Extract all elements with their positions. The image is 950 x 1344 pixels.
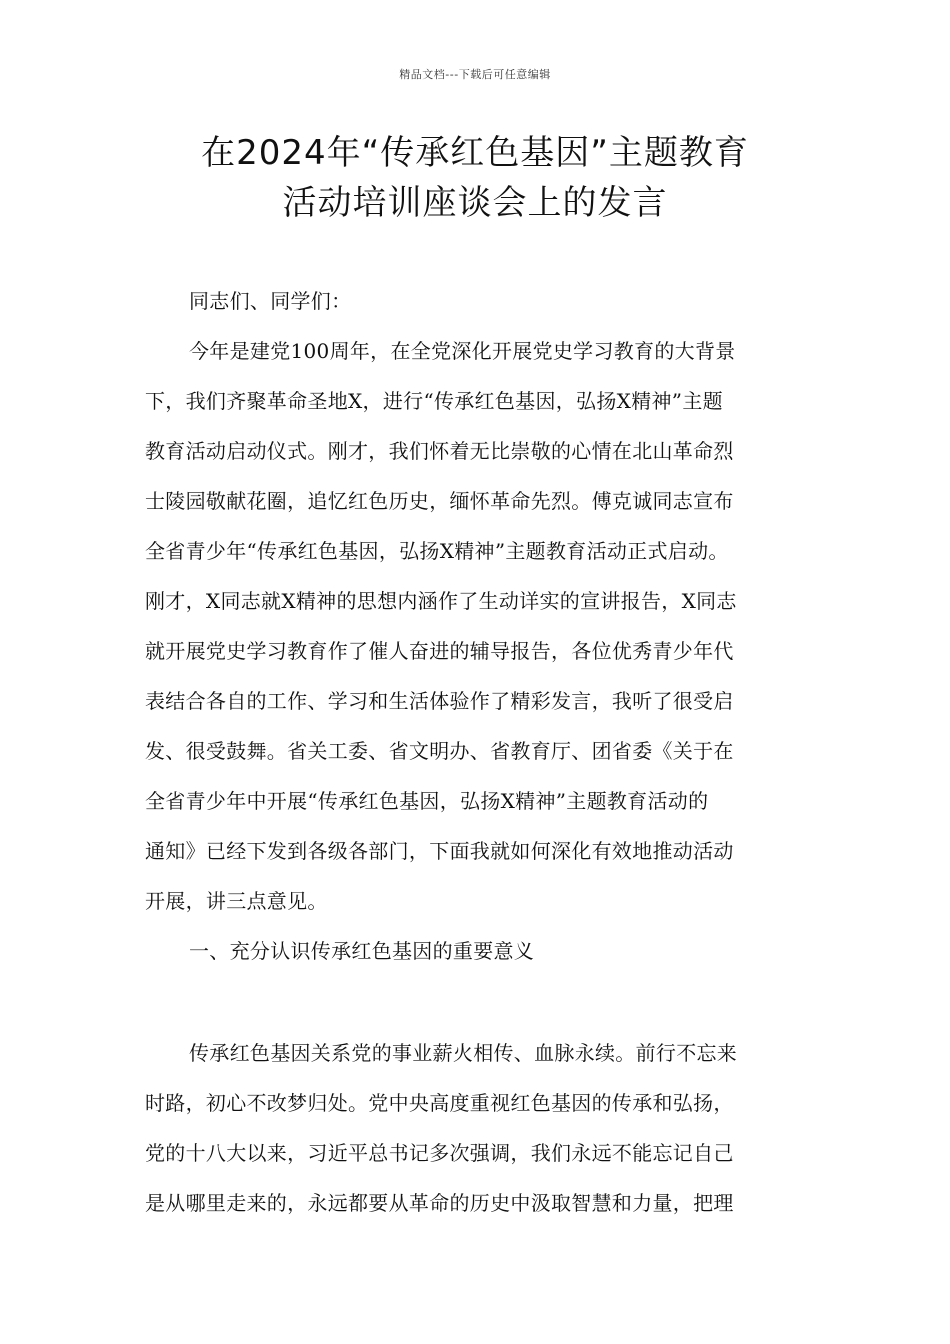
paragraph-2 — [145, 1028, 805, 1228]
paragraph-line: 党的十八大以来，习近平总书记多次强调，我们永远不能忘记自己 — [145, 1141, 734, 1165]
paragraph-line: 传承红色基因关系党的事业薪火相传、血脉永续。前行不忘来 — [189, 1041, 738, 1065]
paragraph-line: 下，我们齐聚革命圣地X，进行“传承红色基因，弘扬X精神”主题 — [145, 389, 723, 413]
paragraph-line: 时路，初心不改梦归处。党中央高度重视红色基因的传承和弘扬， — [145, 1091, 734, 1115]
paragraph-line: 士陵园敬献花圈，追忆红色历史，缅怀革命先烈。傅克诚同志宣布 — [145, 489, 734, 513]
paragraph-line: 开展，讲三点意见。 — [145, 889, 328, 913]
document-title — [0, 128, 950, 228]
title-line-1: 在2024年“传承红色基因”主题教育 — [201, 133, 749, 173]
header-note: 精品文档---下载后可任意编辑 — [399, 68, 551, 81]
paragraph-1 — [145, 326, 805, 926]
paragraph-line: 刚才，X同志就X精神的思想内涵作了生动详实的宣讲报告，X同志 — [145, 589, 737, 613]
paragraph-line: 今年是建党100周年，在全党深化开展党史学习教育的大背景 — [189, 339, 736, 363]
section-spacer — [145, 976, 805, 1028]
paragraph-line: 全省青少年中开展“传承红色基因，弘扬X精神”主题教育活动的 — [145, 789, 709, 813]
section-heading-1: 一、充分认识传承红色基因的重要意义 — [189, 939, 535, 963]
paragraph-line: 是从哪里走来的，永远都要从革命的历史中汲取智慧和力量，把理 — [145, 1191, 734, 1215]
paragraph-line: 表结合各自的工作、学习和生活体验作了精彩发言，我听了很受启 — [145, 689, 734, 713]
paragraph-line: 就开展党史学习教育作了催人奋进的辅导报告，各位优秀青少年代 — [145, 639, 734, 663]
document-body — [145, 276, 805, 1228]
greeting: 同志们、同学们： — [189, 289, 352, 313]
title-line-2: 活动培训座谈会上的发言 — [282, 183, 668, 223]
paragraph-line: 通知》已经下发到各级各部门，下面我就如何深化有效地推动活动 — [145, 839, 734, 863]
paragraph-line: 全省青少年“传承红色基因，弘扬X精神”主题教育活动正式启动。 — [145, 539, 729, 563]
paragraph-line: 发、很受鼓舞。省关工委、省文明办、省教育厅、团省委《关于在 — [145, 739, 734, 763]
paragraph-line: 教育活动启动仪式。刚才，我们怀着无比崇敬的心情在北山革命烈 — [145, 439, 734, 463]
